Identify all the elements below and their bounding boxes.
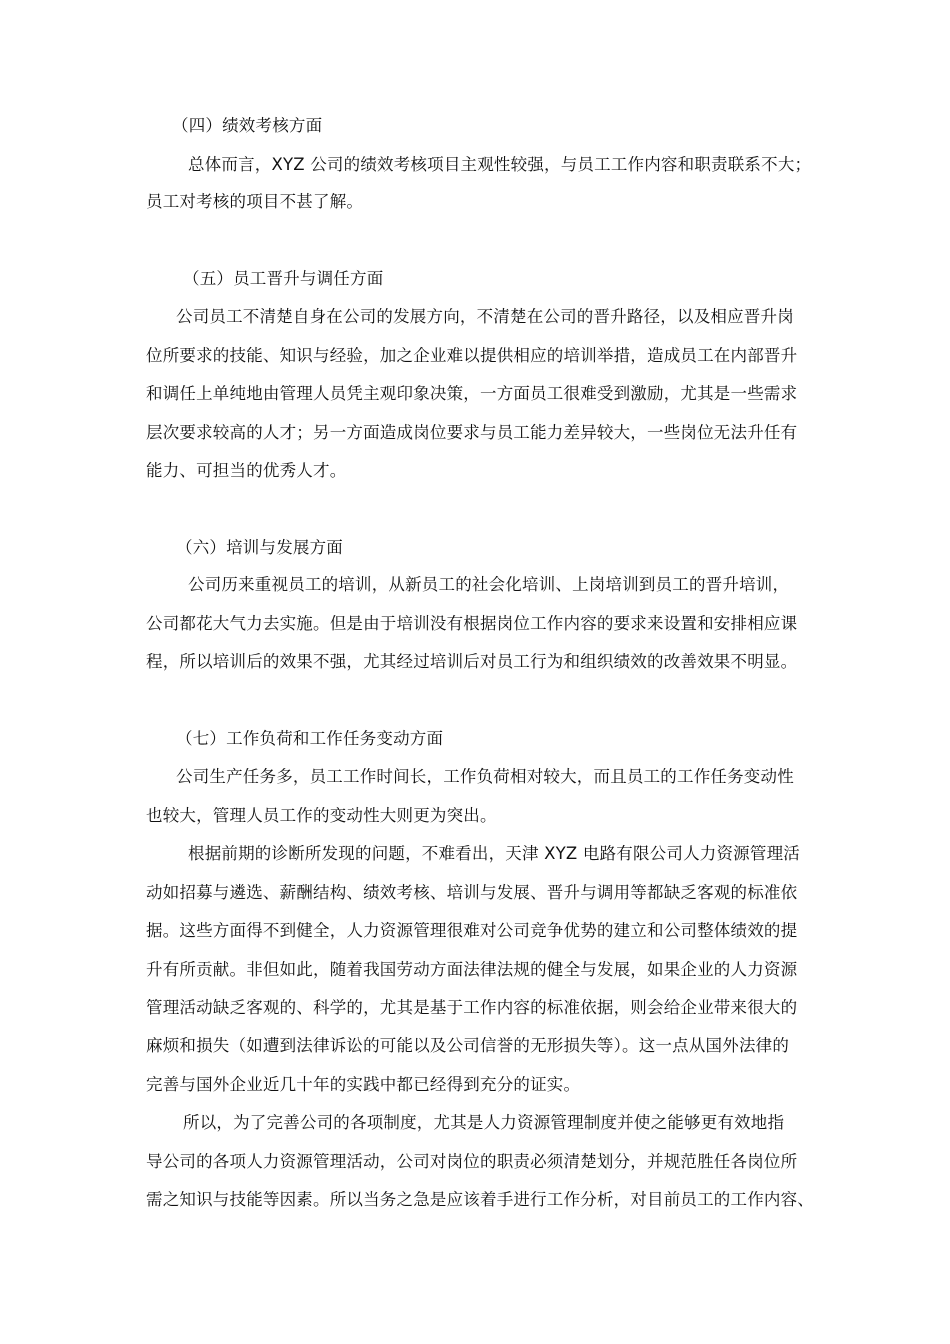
section-4-line-2: 员工对考核的项目不甚了解。 (146, 192, 364, 211)
section-5-line-2: 位所要求的技能、知识与经验，加之企业难以提供相应的培训举措，造成员工在内部晋升 (146, 346, 798, 365)
conclusion-line-1: 所以，为了完善公司的各项制度，尤其是人力资源管理制度并使之能够更有效地指 (183, 1113, 785, 1132)
section-heading-4: （四）绩效考核方面 (172, 116, 323, 135)
diagnosis-line-6: 麻烦和损失（如遭到法律诉讼的可能以及公司信誉的无形损失等）。这一点从国外法律的 (146, 1036, 790, 1055)
section-5-line-4: 层次要求较高的人才；另一方面造成岗位要求与员工能力差异较大，一些岗位无法升任有 (146, 423, 798, 442)
section-6-line-3: 程，所以培训后的效果不强，尤其经过培训后对员工行为和组织绩效的改善效果不明显。 (146, 652, 798, 671)
section-heading-5: （五）员工晋升与调任方面 (183, 269, 384, 288)
section-heading-6: （六）培训与发展方面 (176, 538, 343, 557)
section-heading-7: （七）工作负荷和工作任务变动方面 (176, 729, 444, 748)
diagnosis-line-7: 完善与国外企业近几十年的实践中都已经得到充分的证实。 (146, 1075, 581, 1094)
section-5-line-5: 能力、可担当的优秀人才。 (146, 461, 347, 480)
section-6-line-2: 公司都花大气力去实施。但是由于培训没有根据岗位工作内容的要求来设置和安排相应课 (146, 614, 798, 633)
diagnosis-line-5: 管理活动缺乏客观的、科学的，尤其是基于工作内容的标准依据，则会给企业带来很大的 (146, 998, 798, 1017)
section-7-line-1: 公司生产任务多，员工工作时间长，工作负荷相对较大，而且员工的工作任务变动性 (176, 767, 794, 786)
diagnosis-line-3: 据。这些方面得不到健全，人力资源管理很难对公司竞争优势的建立和公司整体绩效的提 (146, 921, 798, 940)
section-6-line-1: 公司历来重视员工的培训，从新员工的社会化培训、上岗培训到员工的晋升培训， (188, 575, 790, 594)
diagnosis-line-2: 动如招募与遴选、薪酬结构、绩效考核、培训与发展、晋升与调用等都缺乏客观的标准依 (146, 883, 798, 902)
diagnosis-line-1: 根据前期的诊断所发现的问题，不难看出，天津 XYZ 电路有限公司人力资源管理活 (188, 844, 800, 863)
section-5-line-3: 和调任上单纯地由管理人员凭主观印象决策，一方面员工很难受到激励，尤其是一些需求 (146, 384, 798, 403)
diagnosis-line-4: 升有所贡献。非但如此，随着我国劳动方面法律法规的健全与发展，如果企业的人力资源 (146, 960, 798, 979)
conclusion-line-2: 导公司的各项人力资源管理活动，公司对岗位的职责必须清楚划分，并规范胜任各岗位所 (146, 1152, 798, 1171)
conclusion-line-3: 需之知识与技能等因素。所以当务之急是应该着手进行工作分析，对目前员工的工作内容、 (146, 1190, 814, 1209)
section-7-line-2: 也较大，管理人员工作的变动性大则更为突出。 (146, 806, 497, 825)
section-4-line-1: 总体而言，XYZ 公司的绩效考核项目主观性较强，与员工工作内容和职责联系不大； (188, 155, 812, 174)
section-5-line-1: 公司员工不清楚自身在公司的发展方向，不清楚在公司的晋升路径，以及相应晋升岗 (176, 307, 794, 326)
